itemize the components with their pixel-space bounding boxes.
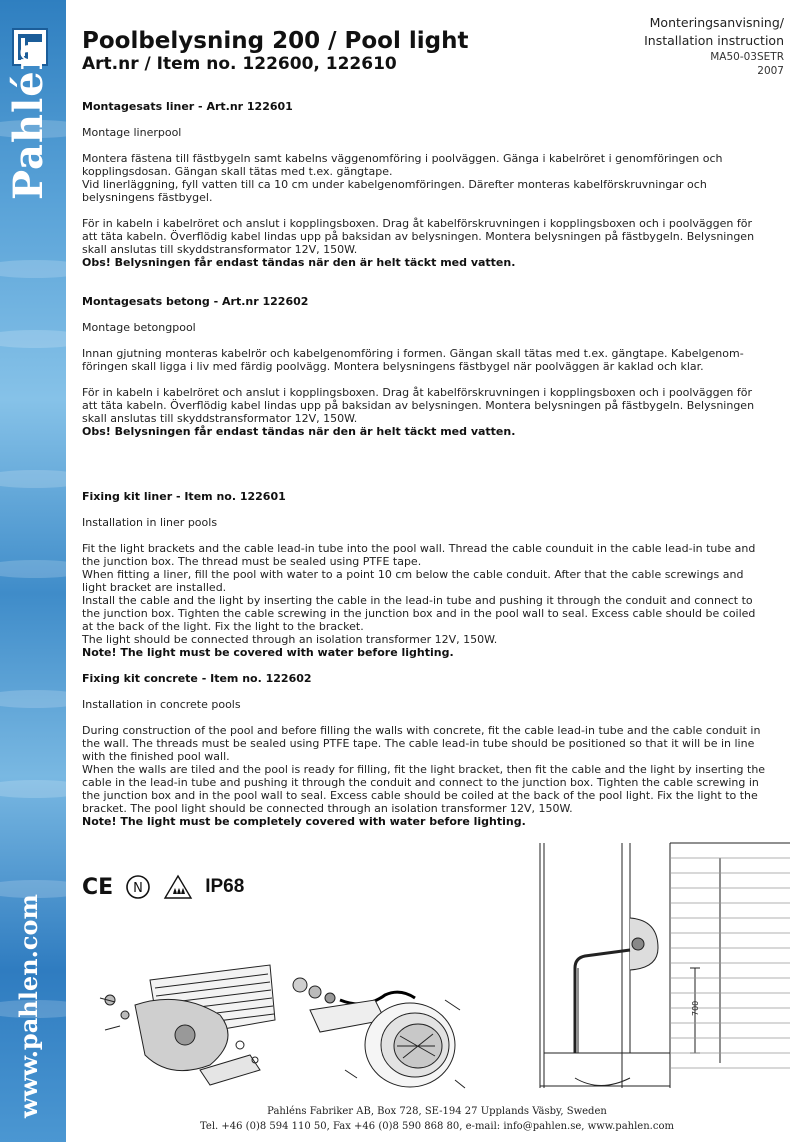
footer-contact: Tel. +46 (0)8 594 110 50, Fax +46 (0)8 590 868 80, e-mail: info@pahlen.se, www.pahlen.com	[200, 1121, 674, 1132]
text-line: Install the cable and the light by inserting the cable in the lead-in tube and pushing it through the conduit and connect to	[82, 594, 753, 607]
section-subheading: Installation in liner pools	[82, 516, 218, 529]
text-line: skall anslutas till skyddstransformator 12V, 150W.	[82, 243, 358, 256]
text-line: belysningens fästbygel.	[82, 191, 213, 204]
text-line: the junction box. The thread must be sealed using PTFE tape.	[82, 555, 422, 568]
website-link[interactable]: www.pahlen.com	[14, 894, 43, 1118]
text-line: During construction of the pool and before filling the walls with concrete, fit the cable lead-in tube and the cable conduit in	[82, 724, 761, 737]
text-line: the junction box and in the pool wall to seal. Excess cable should be coiled at the back of the pool light. Fix the light to the	[82, 789, 758, 802]
doc-year: 2007	[757, 65, 784, 77]
text-line: the wall. The threads must be sealed using PTFE tape. The cable lead-in tube should be positioned so that it will be in line	[82, 737, 755, 750]
warning-note: Obs! Belysningen får endast tändas när den är helt täckt med vatten.	[82, 256, 516, 269]
footer-address: Pahléns Fabriker AB, Box 728, SE-194 27 Upplands Väsby, Sweden	[267, 1106, 607, 1117]
water-drop-triangle-icon	[163, 874, 193, 900]
text-line: kopplingsdosan. Gängan skall tätas med t.ex. gängtape.	[82, 165, 393, 178]
text-line: light bracket are installed.	[82, 581, 227, 594]
text-line: För in kabeln i kabelröret och anslut i kopplingsboxen. Drag åt kabelförskruvningen i kopplingsboxen och i poolväggen för	[82, 386, 752, 399]
ip68-rating: IP68	[205, 876, 245, 897]
text-line: cable in the lead-in tube and pushing it through the conduit and connect to the junction box. Tighten the cable screwing in	[82, 776, 759, 789]
ce-mark-icon: CE	[82, 874, 114, 900]
page-title: Poolbelysning 200 / Pool light	[82, 28, 469, 54]
section-heading: Fixing kit concrete - Item no. 122602	[82, 672, 312, 685]
warning-note: Obs! Belysningen får endast tändas när den är helt täckt med vatten.	[82, 425, 516, 438]
document-meta	[644, 14, 784, 78]
section-heading: Fixing kit liner - Item no. 122601	[82, 490, 286, 503]
warning-note: Note! The light must be covered with water before lighting.	[82, 646, 454, 659]
doc-code: MA50-03SETR	[710, 51, 784, 63]
text-line: Innan gjutning monteras kabelrör och kabelgenomföring i formen. Gängan skall tätas med t.ex. gängtape. Kabelgenom-	[82, 347, 744, 360]
text-line: When fitting a liner, fill the pool with water to a point 10 cm below the cable conduit. After that the cable screwings and	[82, 568, 744, 581]
text-line: skall anslutas till skyddstransformator 12V, 150W.	[82, 412, 358, 425]
page-subtitle: Art.nr / Item no. 122600, 122610	[82, 54, 397, 74]
instructions-body	[82, 100, 790, 828]
pool-light-exploded-drawing	[285, 960, 475, 1095]
text-line: Fit the light brackets and the cable lead-in tube into the pool wall. Thread the cable counduit in the cable lead-in tube and	[82, 542, 756, 555]
text-line: att täta kabeln. Överflödig kabel lindas upp på baksidan av belysningen. Montera belysningen på fästbygeln. Belysningen	[82, 399, 755, 412]
certification-symbols	[82, 874, 244, 900]
section-heading: Montagesats betong - Art.nr 122602	[82, 295, 309, 308]
section-subheading: Montage linerpool	[82, 126, 182, 139]
text-line: at the back of the light. Fix the light to the bracket.	[82, 620, 364, 633]
company-footer	[66, 1104, 808, 1134]
n-mark-label: N	[133, 881, 144, 896]
text-line: with the finished pool wall.	[82, 750, 230, 763]
section-subheading: Montage betongpool	[82, 321, 196, 334]
text-line: För in kabeln i kabelröret och anslut i kopplingsboxen. Drag åt kabelförskruvningen i kopplingsboxen och i poolväggen för	[82, 217, 752, 230]
liner-kit-exploded-drawing	[90, 960, 280, 1095]
brand-name: Pahlén	[5, 40, 52, 200]
text-line: When the walls are tiled and the pool is ready for filling, fit the light bracket, then fit the cable and the light by inserting the	[82, 763, 766, 776]
brand-sidebar	[0, 0, 66, 1142]
text-line: The light should be connected through an isolation transformer 12V, 150W.	[82, 633, 498, 646]
text-line: Montera fästena till fästbygeln samt kabelns väggenomföring i poolväggen. Gänga i kabelröret i genomföringen och	[82, 152, 723, 165]
text-line: att täta kabeln. Överflödig kabel lindas upp på baksidan av belysningen. Montera belysningen på fästbygeln. Belysningen	[82, 230, 755, 243]
dimension-label: 700	[691, 1000, 700, 1016]
text-line: bracket. The pool light should be connected through an isolation transformer 12V, 150W.	[82, 802, 573, 815]
n-mark-icon	[125, 874, 151, 900]
text-line: Vid linerläggning, fyll vatten till ca 10 cm under kabelgenomföringen. Därefter monteras kabelförskruvningar och	[82, 178, 707, 191]
text-line: the junction box. Tighten the cable screwing in the junction box and in the pool wall to seal. Excess cable should be coiled	[82, 607, 756, 620]
section-subheading: Installation in concrete pools	[82, 698, 241, 711]
doc-type-sv: Monteringsanvisning/	[649, 15, 784, 30]
doc-type-en: Installation instruction	[644, 33, 784, 48]
installation-section-drawing	[530, 838, 800, 1098]
text-line: föringen skall ligga i liv med färdig poolvägg. Montera belysningens fästbygel när poolväggen är kaklad och klar.	[82, 360, 704, 373]
section-heading: Montagesats liner - Art.nr 122601	[82, 100, 293, 113]
warning-note: Note! The light must be completely covered with water before lighting.	[82, 815, 526, 828]
